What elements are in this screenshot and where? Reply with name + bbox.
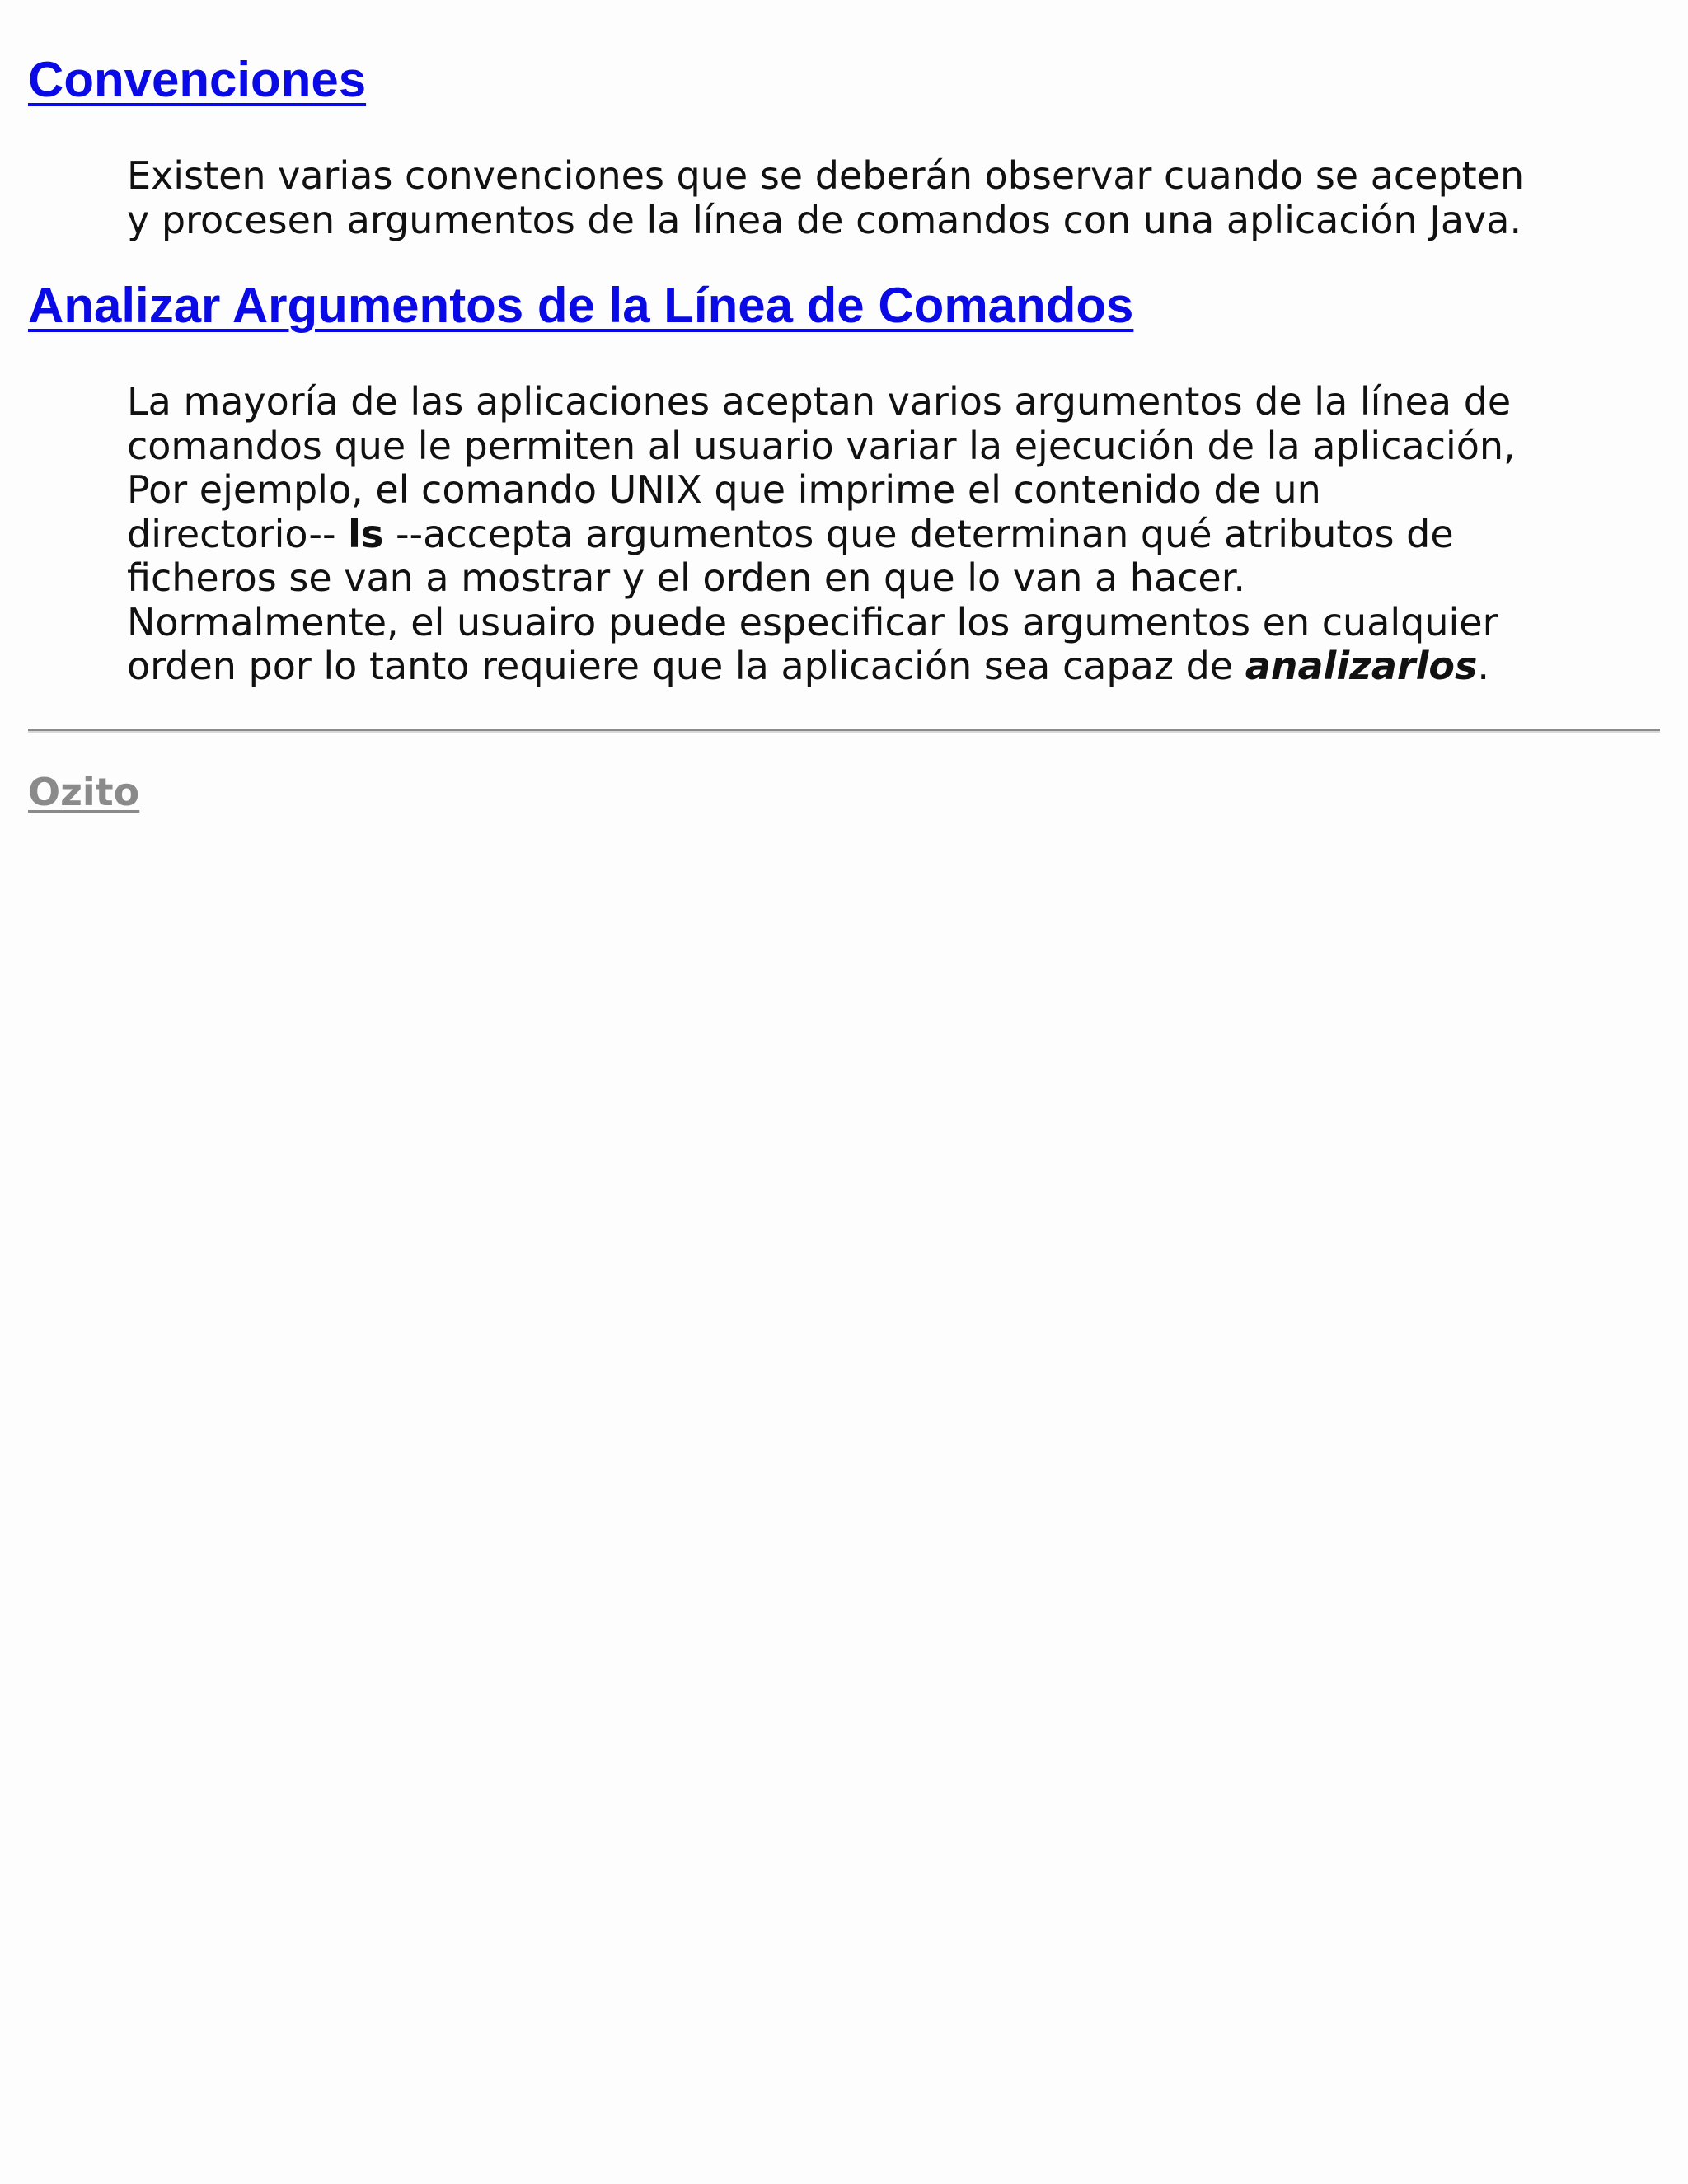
text-run: orden por lo tanto requiere que la aplicación sea capaz de <box>127 644 1245 688</box>
text-run: Existen varias convenciones que se deberán observar cuando se acepten <box>127 153 1525 198</box>
text-run: directorio-- <box>127 511 349 556</box>
text-line <box>127 380 1652 424</box>
text-run: --accepta argumentos que determinan qué atributos de <box>383 511 1454 556</box>
paragraph-convenciones <box>127 154 1652 242</box>
text-run: . <box>1477 644 1489 688</box>
text-run: comandos que le permiten al usuario variar la ejecución de la aplicación, <box>127 423 1516 468</box>
text-line <box>127 154 1652 199</box>
text-line <box>127 644 1652 689</box>
paragraph-analizar-argumentos <box>127 380 1652 689</box>
text-run: y procesen argumentos de la línea de comandos con una aplicación Java. <box>127 197 1522 242</box>
horizontal-rule <box>28 729 1660 733</box>
text-line <box>127 199 1652 243</box>
text-line <box>127 468 1652 513</box>
text-line <box>127 513 1652 557</box>
text-line <box>127 556 1652 601</box>
text-run: La mayoría de las aplicaciones aceptan varios argumentos de la línea de <box>127 379 1512 424</box>
command-ls-bold: ls <box>348 511 384 556</box>
text-run: Normalmente, el usuairo puede especificar los argumentos en cualquier <box>127 599 1498 644</box>
heading-link-analizar-argumentos[interactable]: Analizar Argumentos de la Línea de Comandos <box>28 278 1134 333</box>
heading-link-convenciones[interactable]: Convenciones <box>28 52 367 107</box>
text-line <box>127 601 1652 645</box>
emphasis-analizarlos: analizarlos <box>1245 644 1478 688</box>
text-run: Por ejemplo, el comando UNIX que imprime el contenido de un <box>127 467 1321 512</box>
text-line <box>127 424 1652 469</box>
footer-link-ozito[interactable]: Ozito <box>28 770 140 814</box>
text-run: ficheros se van a mostrar y el orden en que lo van a hacer. <box>127 555 1246 600</box>
